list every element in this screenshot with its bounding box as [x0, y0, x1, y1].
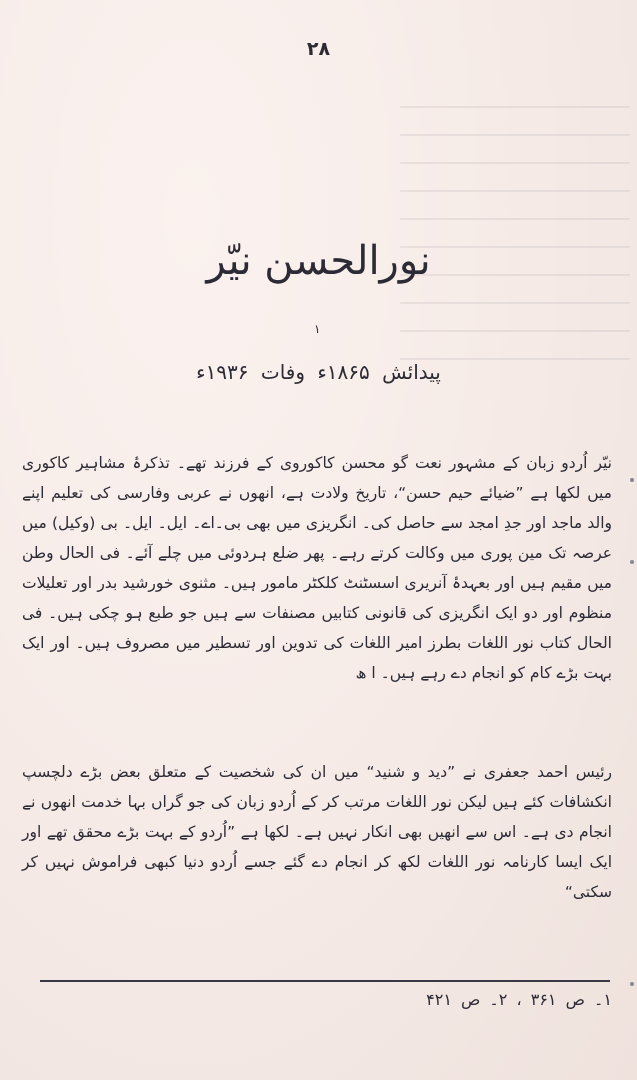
page-number: ۲۸	[306, 38, 331, 60]
paragraph-text: رئیس احمد جعفری نے ”دید و شنید“ میں ان کی شخصیت کے متعلق بعض بڑے دلچسپ انکشافات کئے ہیں لیکن نور اللغات مرتب کر کے اُردو زبان کی جو گراں بہا خدمت انھوں نے انجام دی ہے۔ اس سے انھیں بھی انکار نہیں ہے۔ لکھا ہے ”اُردو کے بہت بڑے محقق تھے اور ایک ایسا کارنامہ نور اللغات لکھ کر انجام دے گئے جسے اُردو دنیا کبھی فراموش نہیں کر سکتی“	[22, 763, 612, 901]
paragraph-text: نیّر اُردو زبان کے مشہور نعت گو محسن کاکوروی کے فرزند تھے۔ تذکرۂ مشاہیر کاکوری میں لکھا ہے ”ضیائے حیم حسن“، تاریخ ولادت ہے، انھوں نے عربی وفارسی کی تعلیم اپنے والد ماجد اور جدِ امجد سے حاصل کی۔ انگریزی میں بھی بی۔اے۔ ایل۔ ایل۔ بی (وکیل) میں عرصہ تک مین پوری میں وکالت کرتے رہے۔ پھر ضلع ہردوئی میں چلے آئے۔ فی الحال وطن میں مقیم ہیں اور بعہدۂ آنریری اسسٹنٹ کلکٹر مامور ہیں۔ مثنوی خورشید بدر اور تعلیلات منظوم اور دو ایک انگریزی کی قانونی کتابیں مصنفات سے ہیں جو طبع ہو چکی ہیں۔ فی الحال کتاب نور اللغات بطرز امیر اللغات کی تدوین اور تسطیر میں مصروف ہیں۔ اور ایک بہت بڑے کام کو انجام دے رہے ہیں۔ ا ھ	[22, 454, 612, 682]
life-dates: پیدائش ۱۸۶۵ء وفات ۱۹۳۶ء	[196, 360, 441, 384]
bleed-through-text	[400, 80, 630, 380]
page-edge-mark	[630, 560, 634, 564]
page-edge-mark	[630, 478, 634, 482]
footnote: ۱۔ ص ۳۶۱ ، ۲۔ ص ۴۲۱	[426, 990, 612, 1009]
paragraph-2	[22, 757, 612, 907]
page-edge-mark	[630, 982, 634, 986]
page-title: نورالحسن نیّر	[206, 238, 431, 284]
title-footnote-marker: ۱	[314, 322, 321, 336]
paragraph-1	[22, 448, 612, 688]
footnote-divider	[40, 980, 610, 982]
